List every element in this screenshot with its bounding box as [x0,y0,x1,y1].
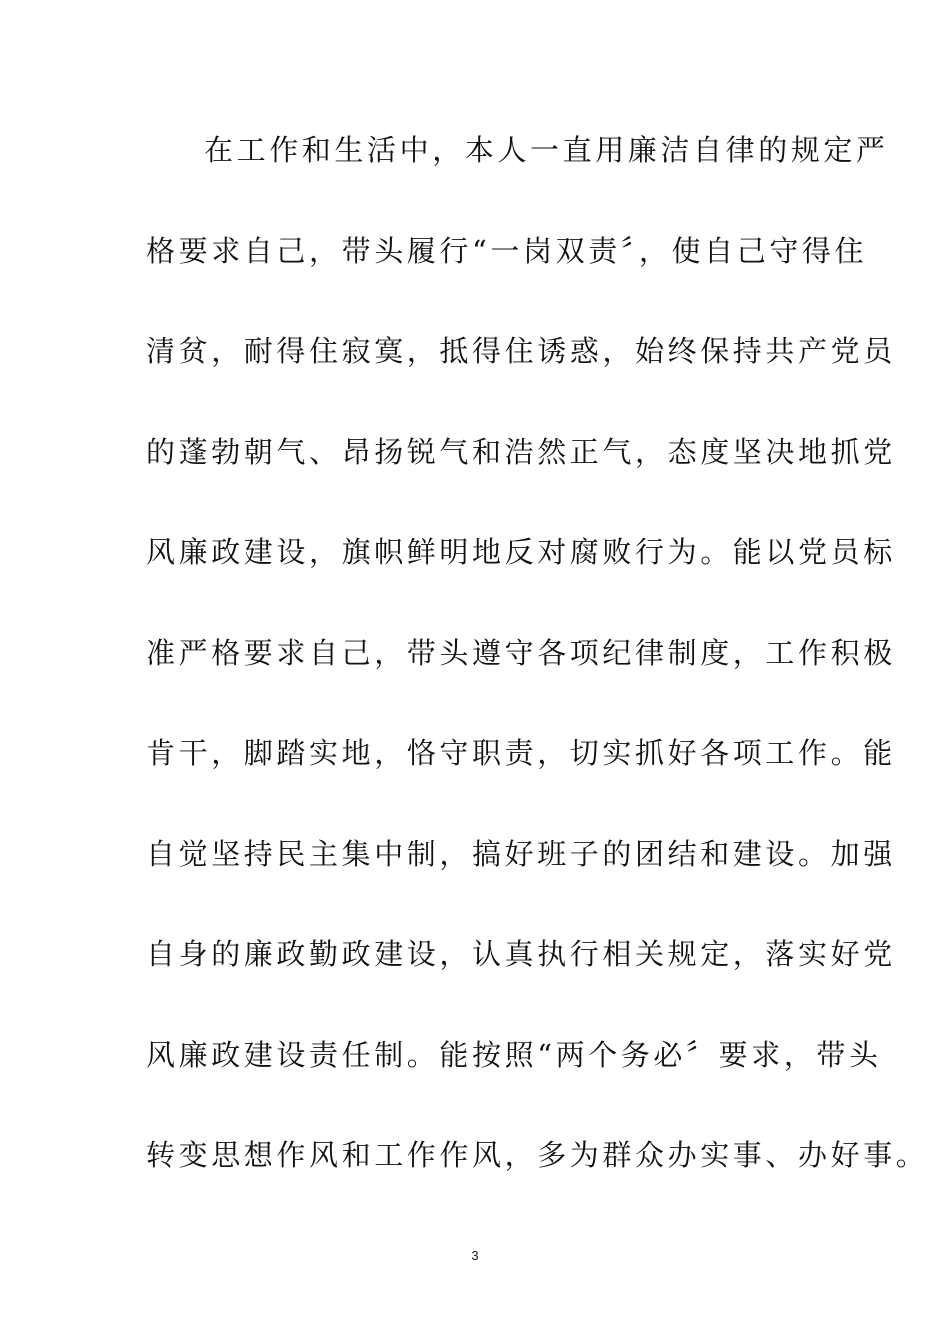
paragraph-line: 自觉坚持民主集中制，搞好班子的团结和建设。加强 [146,836,896,871]
paragraph-line: 准严格要求自己，带头遵守各项纪律制度，工作积极 [146,635,896,670]
paragraph-line: 格要求自己，带头履行“一岗双责〞，使自己守得住 [146,233,868,268]
page-number: 3 [471,1248,479,1263]
paragraph-line: 清贫，耐得住寂寞，抵得住诱惑，始终保持共产党员 [146,334,896,368]
paragraph-line: 转变思想作风和工作作风，多为群众办实事、办好事。 [146,1138,929,1172]
paragraph-line: 在工作和生活中，本人一直用廉洁自律的规定严 [204,133,889,167]
paragraph-line: 风廉政建设，旗帜鲜明地反对腐败行为。能以党员标 [146,535,896,569]
paragraph-line: 自身的廉政勤政建设，认真执行相关规定，落实好党 [146,937,896,971]
paragraph-line: 风廉政建设责任制。能按照“两个务必〞要求，带头 [146,1037,882,1072]
paragraph-line: 的蓬勃朝气、昂扬锐气和浩然正气，态度坚决地抓党 [146,434,896,469]
paragraph-line: 肯干，脚踏实地，恪守职责，切实抓好各项工作。能 [146,736,896,770]
body-paragraph [146,122,929,1228]
